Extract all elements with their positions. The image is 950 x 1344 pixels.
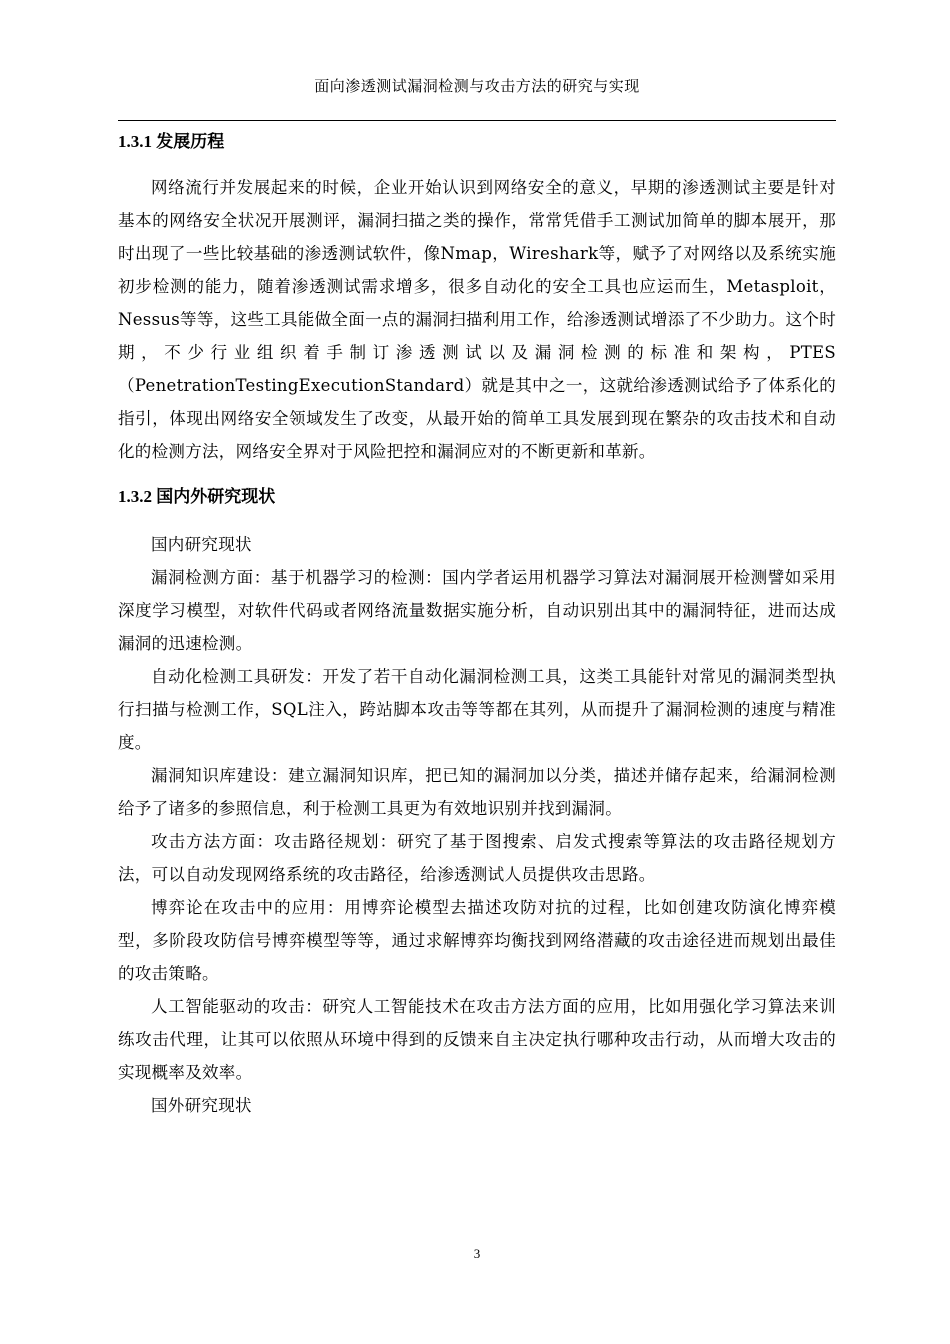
page-number: 3 [473,1246,481,1261]
section-heading-1-3-2: 1.3.2 国内外研究现状 [118,487,276,506]
paragraph-development-history: 网络流行并发展起来的时候，企业开始认识到网络安全的意义，早期的渗透测试主要是针对基本的网络安全状况开展测评，漏洞扫描之类的操作，常常凭借手工测试加简单的脚本展开，那时出现了一些比较基础的渗透测试软件，像Nmap，Wireshark等，赋予了对网络以及系统实施初步检测的能力，随着渗透测试需求增多，很多自动化的安全工具也应运而生，Metasploit，Nessus等等，这些工具能做全面一点的漏洞扫描利用工作，给渗透测试增添了不少助力。这个时期，不少行业组织着手制订渗透测试以及漏洞检测的标准和架构，PTES（PenetrationTestingExecutionStandard）就是其中之一，这就给渗透测试给予了体系化的指引，体现出网络安全领域发生了改变，从最开始的简单工具发展到现在繁杂的攻击技术和自动化的检测方法，网络安全界对于风险把控和漏洞应对的不断更新和革新。 [118,178,836,461]
subheading-foreign-research: 国外研究现状 [151,1096,252,1115]
paragraph-attack-path: 攻击方法方面：攻击路径规划：研究了基于图搜索、启发式搜索等算法的攻击路径规划方法，可以自动发现网络系统的攻击路径，给渗透测试人员提供攻击思路。 [118,832,836,884]
page-content [118,125,836,1122]
paragraph-game-theory: 博弈论在攻击中的应用：用博弈论模型去描述攻防对抗的过程，比如创建攻防演化博弈模型，多阶段攻防信号博弈模型等等，通过求解博弈均衡找到网络潜藏的攻击途径进而规划出最佳的攻击策略。 [118,898,836,983]
paragraph-vuln-detection: 漏洞检测方面：基于机器学习的检测：国内学者运用机器学习算法对漏洞展开检测譬如采用深度学习模型，对软件代码或者网络流量数据实施分析，自动识别出其中的漏洞特征，进而达成漏洞的迅速检测。 [118,568,836,653]
paragraph-knowledge-base: 漏洞知识库建设：建立漏洞知识库，把已知的漏洞加以分类，描述并储存起来，给漏洞检测给予了诸多的参照信息，利于检测工具更为有效地识别并找到漏洞。 [118,766,836,818]
running-header: 面向渗透测试漏洞检测与攻击方法的研究与实现 [314,77,640,95]
section-heading-1-3-1: 1.3.1 发展历程 [118,132,225,151]
header-rule [118,120,836,121]
paragraph-auto-tools: 自动化检测工具研发：开发了若干自动化漏洞检测工具，这类工具能针对常见的漏洞类型执行扫描与检测工作，SQL注入，跨站脚本攻击等等都在其列，从而提升了漏洞检测的速度与精准度。 [118,667,836,752]
paragraph-ai-attack: 人工智能驱动的攻击：研究人工智能技术在攻击方法方面的应用，比如用强化学习算法来训练攻击代理，让其可以依照从环境中得到的反馈来自主决定执行哪种攻击行动，从而增大攻击的实现概率及效率。 [118,997,836,1082]
subheading-domestic-research: 国内研究现状 [151,535,252,554]
